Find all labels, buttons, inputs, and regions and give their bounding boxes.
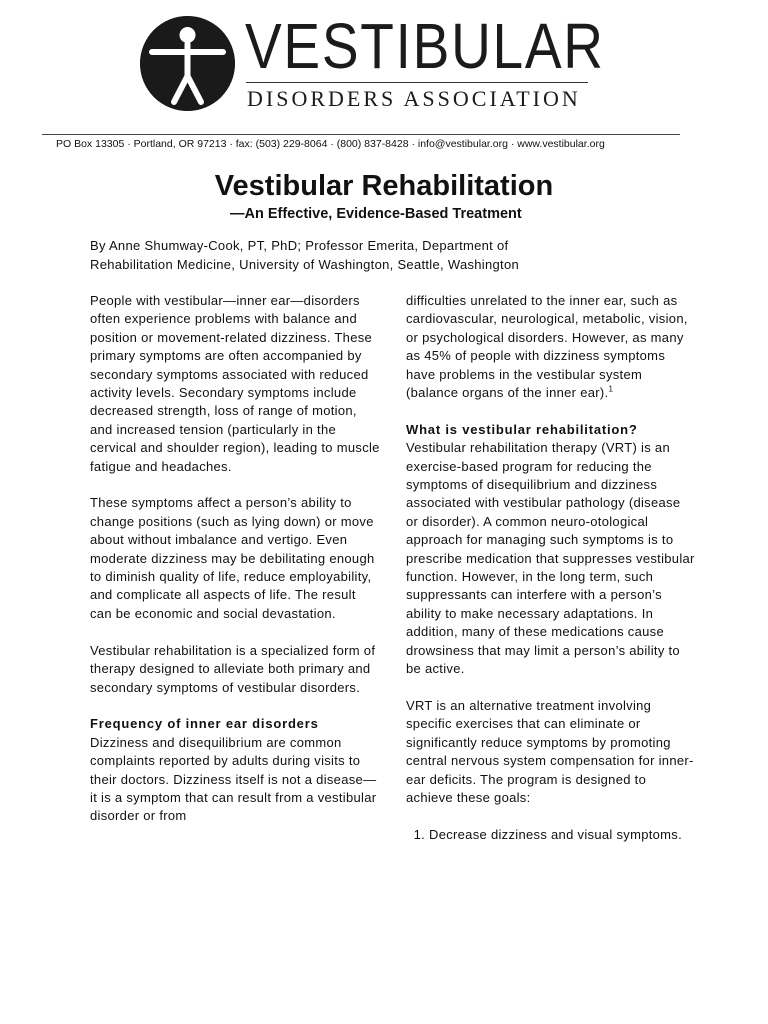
paragraph: Vestibular rehabilitation therapy (VRT) is an exercise-based program for reducing the symptoms of disequilibrium and dizziness associated with vestibular pathology (disease or disorder). A common neuro-otological approach for managing such symptoms is to prescribe medication that suppresses vestibular function. However, in the long term, such suppressants can interfere with a person’s ability to make necessary adaptations. In addition, many of these medications cause drowsiness that may limit a person’s ability to be active.: [406, 440, 695, 677]
list-item: 1. Decrease dizziness and visual symptoms.: [429, 826, 696, 844]
document-title: Vestibular Rehabilitation: [214, 170, 554, 202]
paragraph: Dizziness and disequilibrium are common complaints reported by adults during visits to their doctors. Dizziness itself is not a disease—it is a symptom that can result from a vestibular disorder or from: [90, 734, 377, 824]
paragraph: People with vestibular—inner ear—disorders often experience problems with balance and position or movement-related dizziness. These primary symptoms are often accompanied by secondary symptoms associated with reduced activity levels. Secondary symptoms include decreased strength, loss of range of motion, and increased tension (particularly in the cervical and shoulder region), leading to muscle fatigue and headaches.: [90, 293, 380, 474]
brand-divider: [246, 82, 588, 83]
brand-subtitle: DISORDERS ASSOCIATION: [247, 86, 581, 111]
human-figure-icon: [140, 16, 235, 111]
section-heading: What is vestibular rehabilitation?: [406, 421, 638, 437]
footnote-ref: 1: [608, 384, 614, 394]
brand-name: VESTIBULAR: [245, 10, 605, 82]
document-subtitle: —An Effective, Evidence-Based Treatment: [230, 206, 522, 222]
paragraph: Vestibular rehabilitation is a specialized form of therapy designed to alleviate both primary and secondary symptoms of vestibular disorders.: [90, 642, 376, 695]
right-column: [406, 292, 696, 844]
paragraph: [406, 292, 696, 402]
paragraph: VRT is an alternative treatment involving specific exercises that can eliminate or significantly reduce symptoms by promoting central nervous system compensation for inner-ear deficits. The program is designed to achieve these goals:: [406, 697, 694, 805]
contact-line: PO Box 13305 · Portland, OR 97213 · fax: (503) 229-8064 · (800) 837-8428 · info@vestibular.org · www.vestibular.org: [56, 138, 605, 150]
paragraph: These symptoms affect a person’s ability to change positions (such as lying down) or move about without imbalance and vertigo. Even moderate dizziness may be debilitating enough to diminish quality of life, reduce employability, and complicate all aspects of life. The result can be economic and social devastation.: [90, 495, 375, 621]
letterhead: [0, 0, 768, 125]
section-heading: Frequency of inner ear disorders: [90, 716, 319, 732]
author-byline: By Anne Shumway-Cook, PT, PhD; Professor Emerita, Department of Rehabilitation Medicine, University of Washington, Seattle, Washington: [90, 238, 520, 272]
paragraph-text: difficulties unrelated to the inner ear, such as cardiovascular, neurological, metabolic, vision, or psychological disorders. However, as many as 45% of people with dizziness symptoms have problems in the vestibular system (balance organs of the inner ear).: [406, 293, 688, 401]
contact-divider: [42, 134, 680, 135]
left-column: [90, 292, 380, 844]
goals-list: [406, 826, 696, 844]
